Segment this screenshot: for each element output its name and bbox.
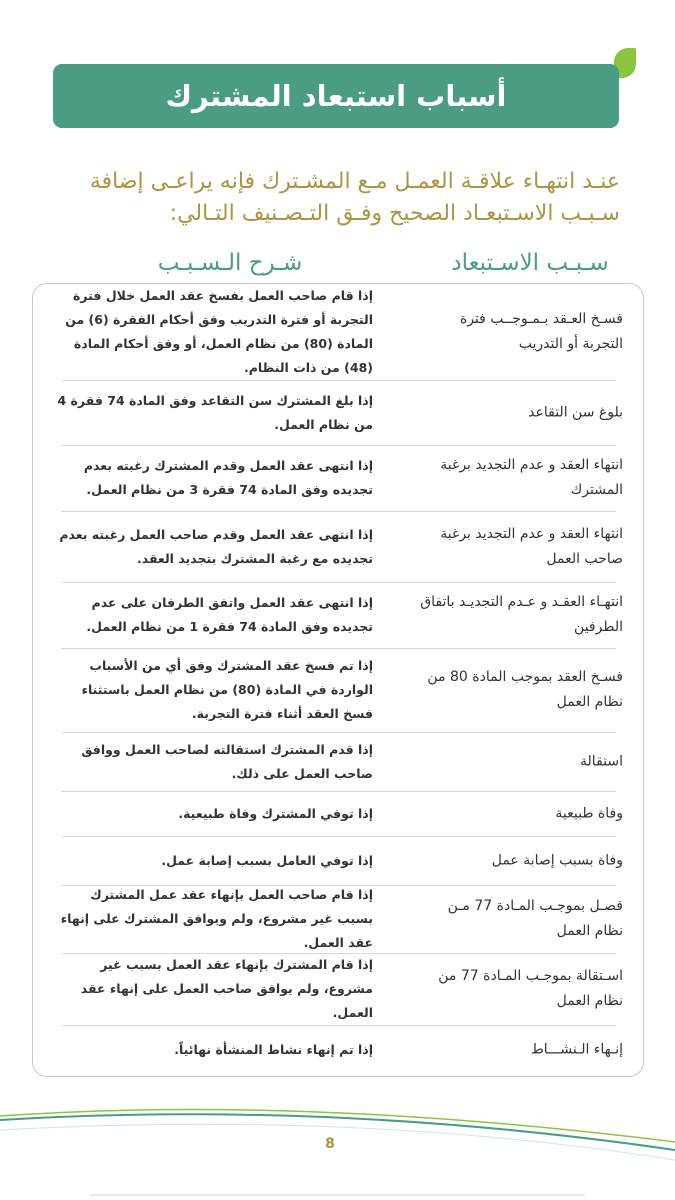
reasons-table xyxy=(32,283,644,1077)
reason-cell: وفاة طبيعية xyxy=(555,805,623,821)
explanation-cell: إذا توفي العامل بسبب إصابة عمل. xyxy=(161,852,373,868)
explanation-cell: إذا قام صاحب العمل بفسخ عقد العمل خلال فترة التجربة أو فترة التدريب وفق أحكام الفقرة (6) من المادة (80) من نظام العمل، أو وفق أحكام المادة (48) من ذات النظام. xyxy=(65,288,373,375)
title-banner xyxy=(53,64,619,128)
table-row xyxy=(61,284,623,381)
reason-cell: انتهاء العقد و عدم التجديد برغبة المشترك xyxy=(440,457,623,498)
table-row xyxy=(61,836,623,886)
table-row xyxy=(61,1025,623,1075)
explanation-cell: إذا انتهى عقد العمل وقدم المشترك رغبته بعدم تجديده وفق المادة 74 فقرة 3 من نظام العمل. xyxy=(83,458,373,497)
explanation-cell: إذا انتهى عقد العمل واتفق الطرفان على عدم تجديده وفق المادة 74 فقرة 1 من نظام العمل. xyxy=(86,595,373,634)
table-row xyxy=(57,380,623,446)
reason-cell: إنـهاء الـنشـــاط xyxy=(530,1041,623,1058)
table-row xyxy=(60,885,623,954)
explanation-cell: إذا تم فسخ عقد المشترك وفق أي من الأسباب الواردة في المادة (80) من نظام العمل باستثناء فسخ العقد أثناء فترة التجربة. xyxy=(81,658,373,721)
explanation-cell: إذا توفي المشترك وفاة طبيعية. xyxy=(178,805,373,821)
table-row xyxy=(61,791,623,837)
reason-cell: استقالة xyxy=(580,753,623,769)
reason-cell: فسـخ العـقد بـمـوجــب فترة التجربة أو التدريب xyxy=(459,311,623,352)
reason-cell: انتهـاء العقـد و عـدم التجديـد باتفاق الطرفين xyxy=(420,594,623,635)
page-title: أسباب استبعاد المشترك xyxy=(165,79,507,113)
column-header-explanation: شـرح الـسـبـب xyxy=(157,250,303,276)
explanation-cell: إذا بلغ المشترك سن التقاعد وفق المادة 74 فقرة 4 من نظام العمل. xyxy=(57,392,373,432)
page-number: 8 xyxy=(325,1136,335,1152)
table-row xyxy=(61,732,623,792)
explanation-cell: إذا انتهى عقد العمل وقدم صاحب العمل رغبته بعدم تجديده مع رغبة المشترك بتجديد العقد. xyxy=(59,526,373,566)
table-row xyxy=(61,648,623,733)
explanation-cell: إذا تم إنهاء نشاط المنشأة نهائياً. xyxy=(174,1042,373,1057)
reason-cell: انتهاء العقد و عدم التجديد برغبة صاحب العمل xyxy=(440,525,623,567)
explanation-cell: إذا قدم المشترك استقالته لصاحب العمل ووافق صاحب العمل على ذلك. xyxy=(81,741,373,781)
table-row xyxy=(61,445,623,512)
explanation-cell: إذا قام صاحب العمل بإنهاء عقد عمل المشترك بسبب غير مشروع، ولم ويوافق المشترك على إنهاء عقد العمل. xyxy=(60,887,373,950)
explanation-cell: إذا قام المشترك بإنهاء عقد العمل بسبب غير مشروع، ولم يوافق صاحب العمل على إنهاء عقد العمل. xyxy=(80,957,373,1020)
intro-paragraph: عنـد انتهـاء علاقـة العمـل مـع المشـترك فإنه يراعـى إضافة سـبـب الاسـتبعـاد الصحيح وفـق التـصـنيف التـالي: xyxy=(89,169,620,226)
reason-cell: بلوغ سن التقاعد xyxy=(528,404,623,420)
reason-cell: اسـتقالة بموجـب المـادة 77 من نظام العمل xyxy=(438,968,623,1009)
table-row xyxy=(59,511,623,583)
reason-cell: وفاة بسبب إصابة عمل xyxy=(491,852,623,868)
reason-cell: فصـل بموجـب المـادة 77 مـن نظام العمل xyxy=(447,898,623,939)
table-row xyxy=(61,953,623,1026)
column-header-reason: سـبـب الاسـتبعاد xyxy=(451,250,609,276)
reason-cell: فسـخ العقد بموجب المادة 80 من نظام العمل xyxy=(427,669,623,710)
table-row xyxy=(61,582,623,649)
